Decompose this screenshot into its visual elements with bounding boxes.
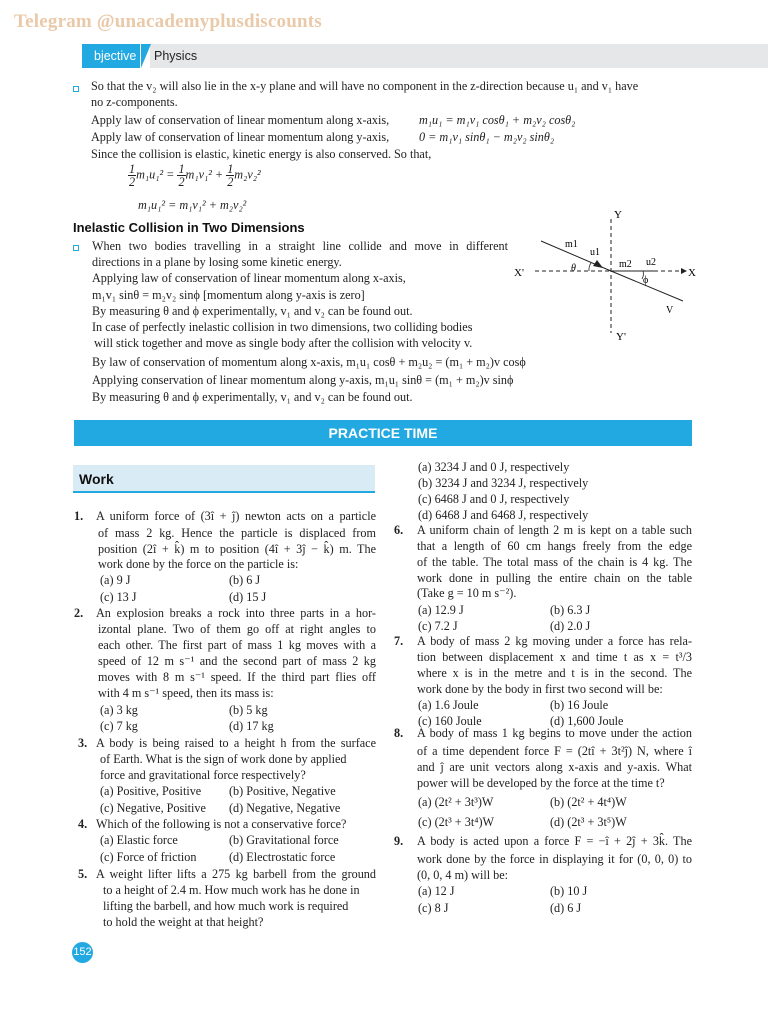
question-number-2: 2.: [74, 606, 84, 620]
q3-option-a: (a) Positive, Positive: [100, 784, 202, 798]
inelastic-line-1: When two bodies travelling in a straight line collide and move in different: [92, 239, 508, 253]
q9-option-b: (b) 10 J: [550, 884, 588, 898]
q1-option-d: (d) 15 J: [229, 590, 267, 604]
q6-line-2: that a length of 60 cm hangs freely from the edge: [417, 539, 692, 553]
q3-line-1: A body is being raised to a height h from the surface: [96, 736, 376, 750]
intro-equation-y: 0 = m₁v₁ sinθ₁ − m₂v₂ sinθ₂: [419, 130, 555, 144]
q1-option-a: (a) 9 J: [100, 573, 131, 587]
q7-option-d: (d) 1,600 Joule: [550, 714, 624, 728]
work-section-heading: Work: [73, 465, 375, 493]
q3-option-d: (d) Negative, Negative: [229, 801, 341, 815]
q4-option-c: (c) Force of friction: [100, 850, 197, 864]
q7-line-3: where x is in the metre and t is in the second. The: [417, 666, 692, 680]
label-m2: m2: [619, 259, 632, 270]
page-number: 152: [72, 942, 93, 963]
header-chapter-tab: bjective: [82, 44, 140, 68]
q1-line-4: work done by the force on the particle is:: [98, 557, 299, 571]
q5-option-a: (a) 3234 J and 0 J, respectively: [418, 460, 570, 474]
inelastic-line-8: By law of conservation of momentum along x-axis, m₁u₁ cosθ + m₂u₂ = (m₁ + m₂)v cosϕ: [92, 355, 526, 369]
label-x-prime: X': [514, 267, 524, 279]
header-bar: [150, 44, 768, 68]
question-number-4: 4.: [78, 817, 88, 831]
inelastic-line-4: m₁v₁ sinθ = m₂v₂ sinϕ [momentum along y-axis is zero]: [92, 288, 365, 302]
label-v: V: [666, 305, 674, 316]
q5-line-4: to hold the weight at that height?: [103, 915, 264, 929]
q5-option-d: (d) 6468 J and 6468 J, respectively: [418, 508, 589, 522]
q5-line-1: A weight lifter lifts a 275 kg barbell from the ground: [96, 867, 376, 881]
q8-option-b: (b) (2t² + 4t⁴)W: [550, 795, 627, 809]
inelastic-line-6: In case of perfectly inelastic collision in two dimensions, two colliding bodies: [92, 320, 473, 334]
q7-option-c: (c) 160 Joule: [418, 714, 482, 728]
q8-line-3: and ĵ are unit vectors along x-axis and y-axis. What: [417, 760, 692, 774]
q2-line-3: each other. The first part of mass 1 kg moves with a: [98, 638, 376, 652]
question-number-3: 3.: [78, 736, 88, 750]
q5-line-2: to a height of 2.4 m. How much work has he done in: [103, 883, 360, 897]
question-number-6: 6.: [394, 523, 404, 537]
q6-option-c: (c) 7.2 J: [418, 619, 458, 633]
intro-line-5: Since the collision is elastic, kinetic energy is also conserved. So that,: [91, 147, 432, 161]
q1-option-c: (c) 13 J: [100, 590, 137, 604]
q9-option-d: (d) 6 J: [550, 901, 582, 915]
label-y-prime: Y': [616, 331, 626, 343]
question-number-5: 5.: [78, 867, 88, 881]
q8-line-2: of a time dependent force F = (2tî + 3t²ĵ) N, where î: [417, 744, 692, 758]
inelastic-line-7: will stick together and move as single body after the collision with velocity v.: [94, 336, 473, 350]
u1-arrowhead: [593, 260, 603, 268]
label-m1: m1: [565, 239, 578, 250]
inelastic-line-5: By measuring θ and ϕ experimentally, v₁ and v₂ can be found out.: [92, 304, 413, 318]
inelastic-line-2: directions in a plane by losing some kinetic energy.: [92, 255, 342, 269]
q5-option-c: (c) 6468 J and 0 J, respectively: [418, 492, 570, 506]
label-u1: u1: [590, 247, 600, 258]
q3-option-b: (b) Positive, Negative: [229, 784, 336, 798]
kinetic-energy-equation: $\frac{1}{2}$ m₁u₁² = $\frac{1}{2}$ m₁v₁² + $\frac{1}{2}$ m₂v₂²: [129, 162, 261, 189]
q6-option-b: (b) 6.3 J: [550, 603, 591, 617]
q4-line-1: Which of the following is not a conservative force?: [96, 817, 347, 831]
collision-diagram: [505, 205, 710, 345]
q1-line-3: position (2î + k̂) m to position (4î + 3ĵ − k̂) m. The: [98, 542, 376, 556]
header-tab-slant: [141, 44, 151, 68]
q9-line-2: work done by the force in displaying it for (0, 0, 0) to: [417, 852, 692, 866]
inelastic-line-3: Applying law of conservation of linear momentum along x-axis,: [92, 271, 406, 285]
q6-line-5: (Take g = 10 m s⁻²).: [417, 586, 517, 600]
q2-line-4: speed of 12 m s⁻¹ and the second part of mass 2 kg: [98, 654, 376, 668]
q8-option-a: (a) (2t² + 3t³)W: [418, 795, 494, 809]
q9-line-1: A body is acted upon a force F = −î + 2ĵ + 3k̂. The: [417, 834, 692, 848]
q5-option-b: (b) 3234 J and 3234 J, respectively: [418, 476, 589, 490]
q8-option-c: (c) (2t³ + 3t⁴)W: [418, 815, 495, 829]
q1-option-b: (b) 6 J: [229, 573, 261, 587]
question-number-8: 8.: [394, 726, 404, 740]
section-title-inelastic: Inelastic Collision in Two Dimensions: [73, 220, 305, 235]
header-subject: Physics: [154, 49, 198, 63]
label-y: Y: [614, 209, 622, 221]
telegram-watermark: Telegram @unacademyplusdiscounts: [14, 11, 322, 32]
q2-option-a: (a) 3 kg: [100, 703, 138, 717]
label-x: X: [688, 267, 696, 279]
q3-option-c: (c) Negative, Positive: [100, 801, 206, 815]
bullet-icon: [73, 245, 79, 251]
q6-line-3: of the table. The total mass of the chain is 4 kg. The: [417, 555, 692, 569]
q2-option-d: (d) 17 kg: [229, 719, 274, 733]
q2-option-c: (c) 7 kg: [100, 719, 138, 733]
intro-line-1: So that the v₂ will also lie in the x-y plane and will have no component in the z-direction because u₁ and v₁ have: [91, 79, 639, 93]
q4-option-b: (b) Gravitational force: [229, 833, 339, 847]
q4-option-a: (a) Elastic force: [100, 833, 178, 847]
inelastic-line-10: By measuring θ and ϕ experimentally, v₁ and v₂ can be found out.: [92, 390, 413, 404]
label-theta: θ: [571, 263, 576, 274]
question-number-9: 9.: [394, 834, 404, 848]
intro-line-3: Apply law of conservation of linear momentum along x-axis,: [91, 113, 390, 127]
q6-line-4: work done in pulling the entire chain on the table: [417, 571, 692, 585]
intro-line-4: Apply law of conservation of linear momentum along y-axis,: [91, 130, 390, 144]
q6-option-d: (d) 2.0 J: [550, 619, 591, 633]
q4-option-d: (d) Electrostatic force: [229, 850, 336, 864]
bullet-icon: [73, 86, 79, 92]
q5-line-3: lifting the barbell, and how much work is required: [103, 899, 349, 913]
q9-option-c: (c) 8 J: [418, 901, 449, 915]
q2-line-2: izontal plane. Two of them go off at right angles to: [98, 622, 376, 636]
theta-arc: [589, 263, 591, 271]
q8-line-4: power will be developed by the force at the time t?: [417, 776, 665, 790]
q3-line-3: force and gravitational force respectively?: [100, 768, 306, 782]
x-axis-arrowhead: [681, 268, 687, 274]
q7-option-b: (b) 16 Joule: [550, 698, 609, 712]
inelastic-line-9: Applying conservation of linear momentum along y-axis, m₁u₁ sinθ = (m₁ + m₂)v sinϕ: [92, 373, 514, 387]
q2-line-6: with 4 m s⁻¹ speed, then its mass is:: [98, 686, 274, 700]
q7-line-4: work done by the body in first two second will be:: [417, 682, 663, 696]
q2-line-1: An explosion breaks a rock into three parts in a hor-: [96, 606, 376, 620]
q9-option-a: (a) 12 J: [418, 884, 455, 898]
q6-option-a: (a) 12.9 J: [418, 603, 464, 617]
q2-option-b: (b) 5 kg: [229, 703, 268, 717]
intro-equation-ke: m₁u₁² = m₁v₁² + m₂v₂²: [138, 198, 247, 212]
q7-line-1: A body of mass 2 kg moving under a force has rela-: [417, 634, 692, 648]
q1-line-2: of mass 2 kg. Hence the particle is displaced from: [98, 526, 376, 540]
q1-line-1: A uniform force of (3î + ĵ) newton acts on a particle: [96, 509, 376, 523]
practice-time-banner: PRACTICE TIME: [74, 420, 692, 446]
q6-line-1: A uniform chain of length 2 m is kept on a table such: [417, 523, 692, 537]
question-number-1: 1.: [74, 509, 84, 523]
label-phi: ϕ: [643, 275, 649, 286]
q8-option-d: (d) (2t³ + 3t⁵)W: [550, 815, 627, 829]
label-u2: u2: [646, 257, 656, 268]
q7-line-2: tion between displacement x and time t as x = t³/3: [417, 650, 692, 664]
q9-line-3: (0, 0, 4 m) will be:: [417, 868, 509, 882]
intro-equation-x: m₁u₁ = m₁v₁ cosθ₁ + m₂v₂ cosθ₂: [419, 113, 576, 127]
q2-line-5: moves with 8 m s⁻¹ speed. If the third part flies off: [98, 670, 376, 684]
q3-line-2: of Earth. What is the sign of work done by applied: [100, 752, 347, 766]
intro-line-2: no z-components.: [91, 95, 178, 109]
q7-option-a: (a) 1.6 Joule: [418, 698, 479, 712]
q8-line-1: A body of mass 1 kg begins to move under the action: [417, 726, 692, 740]
question-number-7: 7.: [394, 634, 404, 648]
